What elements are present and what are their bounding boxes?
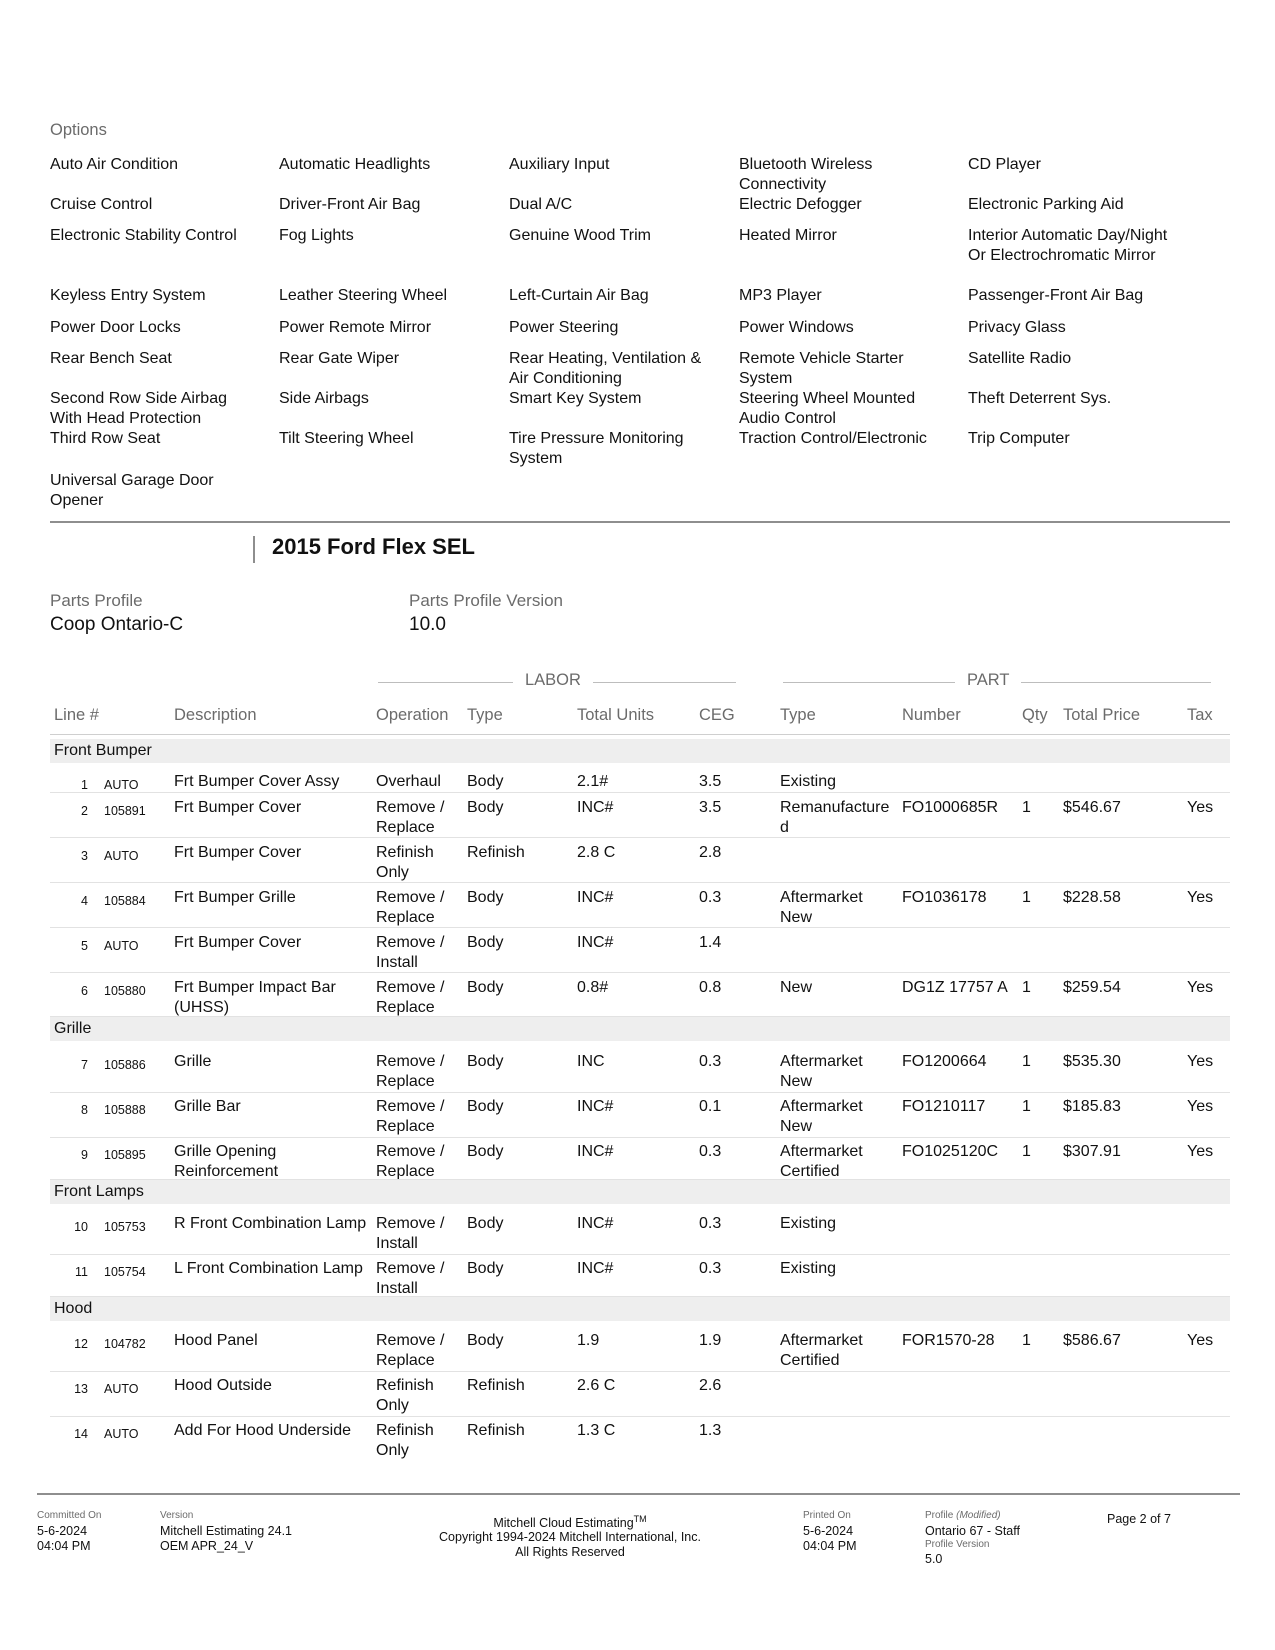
row-line-code: 105888 [104,1103,146,1117]
option-item: Automatic Headlights [279,156,431,173]
option-item: Power Steering [509,319,619,336]
col-type: Type [467,706,503,724]
row-operation: Overhaul [376,773,441,790]
option-item: Fog Lights [279,227,354,244]
row-line-number: 7 [81,1058,88,1072]
col-line: Line # [54,706,99,724]
row-ceg: 1.9 [699,1332,722,1349]
footer-divider [37,1493,1240,1495]
row-line-number: 11 [75,1265,88,1279]
row-line-code: AUTO [104,939,139,953]
parts-profile-version-value: 10.0 [409,614,446,635]
row-part-type: Aftermarket New [780,1098,863,1135]
row-description: R Front Combination Lamp [174,1215,367,1232]
footer-product [420,1512,720,1531]
row-divider [50,792,1230,793]
row-total-price: $586.67 [1063,1332,1121,1349]
table-row [0,843,1275,887]
row-type: Body [467,979,504,996]
option-item: Trip Computer [968,430,1070,447]
row-operation: Remove / Replace [376,1098,445,1135]
row-part-type: Existing [780,1215,837,1232]
row-type: Refinish [467,1377,525,1394]
row-ceg: 0.3 [699,1215,722,1232]
row-qty: 1 [1022,979,1031,996]
row-line-number: 12 [74,1337,88,1351]
row-total-units: INC [577,1053,605,1070]
section-header [50,1180,1230,1204]
row-description: Frt Bumper Impact Bar (UHSS) [174,979,336,1016]
option-item: Power Windows [739,319,854,336]
row-line-number: 10 [74,1220,88,1234]
page-number: Page 2 of 7 [1107,1512,1171,1526]
row-tax: Yes [1187,1332,1214,1349]
row-divider [50,837,1230,838]
section-name: Front Bumper [54,742,152,759]
row-line-code: AUTO [104,1427,139,1441]
vehicle-title: 2015 Ford Flex SEL [272,534,475,559]
row-description: Frt Bumper Grille [174,889,296,906]
col-total-price: Total Price [1063,706,1141,724]
header-divider [50,734,1230,735]
row-total-units: INC# [577,1143,614,1160]
row-part-number: FO1210117 [902,1098,986,1115]
footer-copyright: Copyright 1994-2024 Mitchell International, Inc. [439,1530,701,1544]
row-tax: Yes [1187,889,1214,906]
option-item: Steering Wheel Mounted Audio Control [739,390,916,427]
option-item: Interior Automatic Day/Night Or Electrochromatic Mirror [968,227,1168,264]
row-part-number: FOR1570-28 [902,1332,995,1349]
row-operation: Remove / Replace [376,979,445,1016]
row-total-price: $259.54 [1063,979,1121,996]
section-header [50,1297,1230,1321]
profile-version-label: Profile Version [925,1539,990,1550]
row-operation: Remove / Replace [376,1332,445,1369]
product-name: Mitchell Cloud Estimating [493,1516,634,1531]
option-item: Universal Garage Door Opener [50,472,214,509]
options-title: Options [50,121,107,139]
committed-label: Committed On [37,1510,102,1521]
option-item: Electronic Stability Control [50,227,237,244]
row-ceg: 2.8 [699,844,722,861]
row-ceg: 1.3 [699,1422,722,1439]
footer-rights: All Rights Reserved [515,1545,625,1559]
version-label: Version [160,1510,194,1521]
row-line-number: 9 [81,1148,88,1162]
row-line-number: 14 [74,1427,88,1441]
option-item: Rear Heating, Ventilation & Air Conditioning [509,350,702,387]
table-row [0,1331,1275,1375]
row-total-units: 2.8 C [577,844,616,861]
option-item: Satellite Radio [968,350,1072,367]
parts-profile-version-label: Parts Profile Version [409,591,564,610]
option-item: Privacy Glass [968,319,1066,336]
row-total-units: 1.3 C [577,1422,616,1439]
row-divider [50,927,1230,928]
option-item: Side Airbags [279,390,369,407]
option-item: Second Row Side Airbag With Head Protection [50,390,227,427]
row-description: Hood Panel [174,1332,258,1349]
option-item: Power Remote Mirror [279,319,432,336]
row-operation: Remove / Replace [376,889,445,926]
row-line-code: 105884 [104,894,146,908]
option-item: Cruise Control [50,196,153,213]
row-tax: Yes [1187,1098,1214,1115]
row-total-units: INC# [577,1098,614,1115]
row-part-number: FO1025120C [902,1143,999,1160]
row-type: Body [467,773,504,790]
trademark: TM [633,1514,647,1524]
option-item: Third Row Seat [50,430,161,447]
row-operation: Remove / Install [376,1215,445,1252]
row-operation: Refinish Only [376,1422,434,1459]
printed-time: 04:04 PM [803,1539,857,1553]
row-qty: 1 [1022,889,1031,906]
row-part-type: Aftermarket New [780,889,863,926]
committed-time: 04:04 PM [37,1539,91,1553]
option-item: Theft Deterrent Sys. [968,390,1112,407]
row-qty: 1 [1022,1332,1031,1349]
row-type: Refinish [467,844,525,861]
col-qty: Qty [1022,706,1048,724]
row-divider [50,1137,1230,1138]
row-total-price: $185.83 [1063,1098,1121,1115]
row-line-number: 5 [81,939,88,953]
row-total-units: INC# [577,934,614,951]
row-type: Body [467,934,504,951]
row-ceg: 0.3 [699,1260,722,1277]
row-type: Body [467,1215,504,1232]
row-type: Body [467,1260,504,1277]
option-item: Passenger-Front Air Bag [968,287,1144,304]
committed-date: 5-6-2024 [37,1524,88,1538]
row-total-units: 1.9 [577,1332,600,1349]
row-operation: Refinish Only [376,844,434,881]
parts-profile-label: Parts Profile [50,591,143,610]
row-line-code: 105891 [104,804,146,818]
row-part-number: FO1000685R [902,799,999,816]
col-number: Number [902,706,961,724]
option-item: Auxiliary Input [509,156,610,173]
row-operation: Remove / Replace [376,1143,445,1180]
profile-modified: (Modified) [956,1510,1001,1521]
row-divider [50,972,1230,973]
vehicle-title-bar [253,536,255,563]
option-item: Rear Bench Seat [50,350,172,367]
option-item: CD Player [968,156,1041,173]
row-description: L Front Combination Lamp [174,1260,363,1277]
row-description: Frt Bumper Cover [174,844,302,861]
labor-group-label: LABOR [513,671,593,690]
row-total-units: 0.8# [577,979,609,996]
row-part-type: Existing [780,1260,837,1277]
option-item: Rear Gate Wiper [279,350,400,367]
option-item: Dual A/C [509,196,573,213]
option-item: Bluetooth Wireless Connectivity [739,156,873,193]
row-part-type: New [780,979,813,996]
row-qty: 1 [1022,799,1031,816]
col-tax: Tax [1187,706,1213,724]
option-item: Tilt Steering Wheel [279,430,414,447]
row-qty: 1 [1022,1143,1031,1160]
row-part-number: FO1200664 [902,1053,987,1070]
row-ceg: 2.6 [699,1377,722,1394]
section-name: Front Lamps [54,1183,144,1200]
option-item: Electric Defogger [739,196,862,213]
row-ceg: 1.4 [699,934,722,951]
row-line-code: 104782 [104,1337,146,1351]
row-total-units: INC# [577,1260,614,1277]
profile-label: Profile [925,1510,954,1521]
row-ceg: 0.1 [699,1098,722,1115]
row-line-number: 6 [81,984,88,998]
table-row [0,1214,1275,1258]
row-total-units: 2.1# [577,773,609,790]
col-description: Description [174,706,257,724]
row-line-number: 2 [81,804,88,818]
row-line-code: 105754 [104,1265,146,1279]
row-operation: Refinish Only [376,1377,434,1414]
row-line-code: AUTO [104,778,139,792]
profile-version-value: 5.0 [925,1552,943,1566]
table-row [0,933,1275,977]
option-item: Left-Curtain Air Bag [509,287,649,304]
row-qty: 1 [1022,1098,1031,1115]
row-qty: 1 [1022,1053,1031,1070]
row-total-price: $228.58 [1063,889,1121,906]
row-line-number: 4 [81,894,88,908]
row-line-code: AUTO [104,1382,139,1396]
section-header [50,1017,1230,1041]
row-line-code: 105886 [104,1058,146,1072]
row-ceg: 0.3 [699,1143,722,1160]
row-type: Body [467,1332,504,1349]
option-item: Heated Mirror [739,227,837,244]
row-operation: Remove / Install [376,934,445,971]
row-description: Frt Bumper Cover [174,799,302,816]
row-ceg: 0.3 [699,1053,722,1070]
row-divider [50,1371,1230,1372]
row-type: Body [467,799,504,816]
row-divider [50,1254,1230,1255]
row-tax: Yes [1187,979,1214,996]
row-line-number: 1 [81,778,88,792]
row-part-type: Aftermarket Certified [780,1332,863,1369]
row-total-price: $307.91 [1063,1143,1121,1160]
row-type: Body [467,1053,504,1070]
row-operation: Remove / Install [376,1260,445,1297]
row-line-number: 13 [74,1382,88,1396]
option-item: Leather Steering Wheel [279,287,448,304]
row-description: Add For Hood Underside [174,1422,351,1439]
parts-profile-value: Coop Ontario-C [50,614,184,635]
table-row [0,1376,1275,1420]
row-part-type: Aftermarket New [780,1053,863,1090]
row-tax: Yes [1187,799,1214,816]
row-ceg: 3.5 [699,773,722,790]
row-description: Grille [174,1053,212,1070]
profile-label-row [925,1510,1001,1521]
table-row [0,1421,1275,1465]
col-total-units: Total Units [577,706,655,724]
row-description: Hood Outside [174,1377,272,1394]
row-ceg: 0.3 [699,889,722,906]
option-item: Auto Air Condition [50,156,179,173]
row-divider [50,1092,1230,1093]
row-total-units: 2.6 C [577,1377,616,1394]
row-total-units: INC# [577,799,614,816]
row-total-units: INC# [577,1215,614,1232]
row-total-price: $535.30 [1063,1053,1121,1070]
option-item: Keyless Entry System [50,287,206,304]
row-part-number: FO1036178 [902,889,987,906]
row-total-price: $546.67 [1063,799,1121,816]
option-item: Genuine Wood Trim [509,227,651,244]
table-row [0,1052,1275,1096]
row-tax: Yes [1187,1143,1214,1160]
row-tax: Yes [1187,1053,1214,1070]
row-divider [50,1416,1230,1417]
col-ceg: CEG [699,706,735,724]
option-item: Traction Control/Electronic [739,430,927,447]
row-description: Frt Bumper Cover Assy [174,773,340,790]
printed-date: 5-6-2024 [803,1524,854,1538]
version-sub: OEM APR_24_V [160,1539,254,1553]
row-part-type: Aftermarket Certified [780,1143,863,1180]
col-operation: Operation [376,706,449,724]
row-ceg: 0.8 [699,979,722,996]
section-name: Grille [54,1020,92,1037]
section-name: Hood [54,1300,93,1317]
row-type: Body [467,1143,504,1160]
col-part-type: Type [780,706,816,724]
row-type: Refinish [467,1422,525,1439]
option-item: Remote Vehicle Starter System [739,350,904,387]
row-part-number: DG1Z 17757 A [902,979,1008,996]
version-value: Mitchell Estimating 24.1 [160,1524,293,1538]
row-line-number: 3 [81,849,88,863]
option-item: MP3 Player [739,287,822,304]
row-line-code: 105880 [104,984,146,998]
row-line-code: 105895 [104,1148,146,1162]
row-line-number: 8 [81,1103,88,1117]
row-type: Body [467,1098,504,1115]
row-operation: Remove / Replace [376,799,445,836]
table-row [0,888,1275,932]
option-item: Tire Pressure Monitoring System [509,430,684,467]
row-total-units: INC# [577,889,614,906]
table-row [0,798,1275,842]
row-operation: Remove / Replace [376,1053,445,1090]
row-line-code: 105753 [104,1220,146,1234]
printed-label: Printed On [803,1510,851,1521]
row-type: Body [467,889,504,906]
row-part-type: Remanufacture d [780,799,890,836]
option-item: Driver-Front Air Bag [279,196,421,213]
row-divider [50,882,1230,883]
profile-value: Ontario 67 - Staff [925,1524,1020,1538]
table-row [0,1097,1275,1141]
row-ceg: 3.5 [699,799,722,816]
section-divider [50,521,1230,523]
section-header [50,739,1230,763]
part-group-label: PART [955,671,1021,690]
option-item: Power Door Locks [50,319,181,336]
row-description: Frt Bumper Cover [174,934,302,951]
row-line-code: AUTO [104,849,139,863]
row-description: Grille Bar [174,1098,241,1115]
row-description: Grille Opening Reinforcement [174,1143,279,1180]
option-item: Smart Key System [509,390,642,407]
option-item: Electronic Parking Aid [968,196,1124,213]
row-part-type: Existing [780,773,837,790]
